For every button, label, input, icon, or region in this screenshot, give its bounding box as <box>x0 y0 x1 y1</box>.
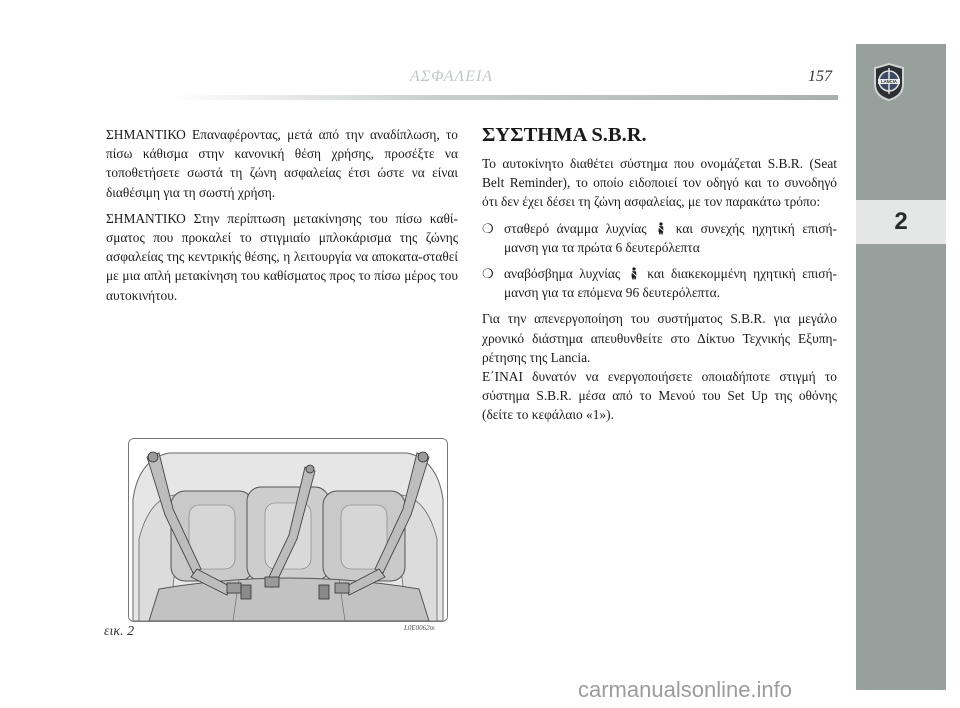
header-divider <box>170 95 838 100</box>
chapter-number: 2 <box>894 208 908 235</box>
bullet-text-after: και συνεχής ηχητική επισή-μανση για τα πρώτα 6 δευτερόλεπτα <box>504 220 837 255</box>
rear-seat-belts-illustration <box>128 438 448 622</box>
seatbelt-warning-icon <box>629 267 639 280</box>
important-note-seat-return: ΣΗΜΑΝΤΙΚΟ Επαναφέροντας, μετά από την αναδίπλωση, το πίσω κάθισμα στην κανονική θέση χρήσης, προσέξτε να τοποθετήσετε σωστά τη ζώνη ασφαλείας έτσι ώστε να είναι διαθέσιμη για τη σωστή χρήση. <box>106 127 458 200</box>
rear-seat-drawing <box>129 439 447 621</box>
bullet-text-before: αναβόσβημα λυχνίας <box>504 266 621 282</box>
list-item <box>482 219 837 257</box>
section-title: ΣΥΣΤΗΜΑ S.B.R. <box>482 124 647 146</box>
important-note-belt-lock: ΣΗΜΑΝΤΙΚΟ Στην περίπτωση μετακίνησης του πίσω καθί-σματος που προκαλεί το στιγμιαίο μπλοκάρισμα της ζώνης ασφαλείας της κεντρικής θέσης, η λειτουργία να αποκατα-σταθεί με μια απλή μετακίνηση του καθίσματος προς το πίσω μέρος του αυτοκινήτου. <box>106 210 458 303</box>
page-number: 157 <box>808 68 832 85</box>
left-text-column <box>106 125 458 312</box>
sbr-reactivation-text: Ε΄ΙΝΑΙ δυνατόν να ενεργοποιήσετε οποιαδήποτε στιγμή το σύστημα S.B.R. μέσα από το Μενού του Set Up της οθόνης (δείτε το κεφάλαιο «1»). <box>482 369 837 423</box>
right-text-column <box>482 122 837 432</box>
sbr-intro: Το αυτοκίνητο διαθέτει σύστημα που ονομάζεται S.B.R. (Seat Belt Reminder), το οποίο ειδοποιεί τον οδηγό και το συνοδηγό ότι δεν έχει δέσει τη ζώνη ασφαλείας, με τον παρακάτω τρόπο: <box>482 156 837 210</box>
lancia-logo-icon <box>869 62 909 102</box>
bullet-marker: ❍ <box>482 266 494 282</box>
bullet-text-before: σταθερό άναμμα λυχνίας <box>504 220 647 236</box>
sbr-deactivation-text: Για την απενεργοποίηση του συστήματος S.B.R. για μεγάλο χρονικό διάστημα απευθυνθείτε στο Δίκτυο Τεχνικής Εξυπη-ρέτησης της Lancia. <box>482 311 837 365</box>
figure-caption: εικ. 2 <box>104 624 135 639</box>
bullet-text-after: και διακεκομμένη ηχητική επισή-μανση για τα επόμενα 96 δευτερόλεπτα. <box>504 266 837 301</box>
page-header-title: ΑΣΦΑΛΕΙΑ <box>410 68 494 85</box>
logo-lettering: LANCIA <box>881 79 897 85</box>
list-item <box>482 264 837 302</box>
seatbelt-warning-icon <box>656 222 666 235</box>
watermark: carmanualsonline.info <box>578 677 793 702</box>
figure-code: L0E0062m <box>404 624 435 632</box>
bullet-marker: ❍ <box>482 220 494 236</box>
chapter-sidebar <box>856 44 946 690</box>
chapter-number-tab <box>856 200 946 244</box>
